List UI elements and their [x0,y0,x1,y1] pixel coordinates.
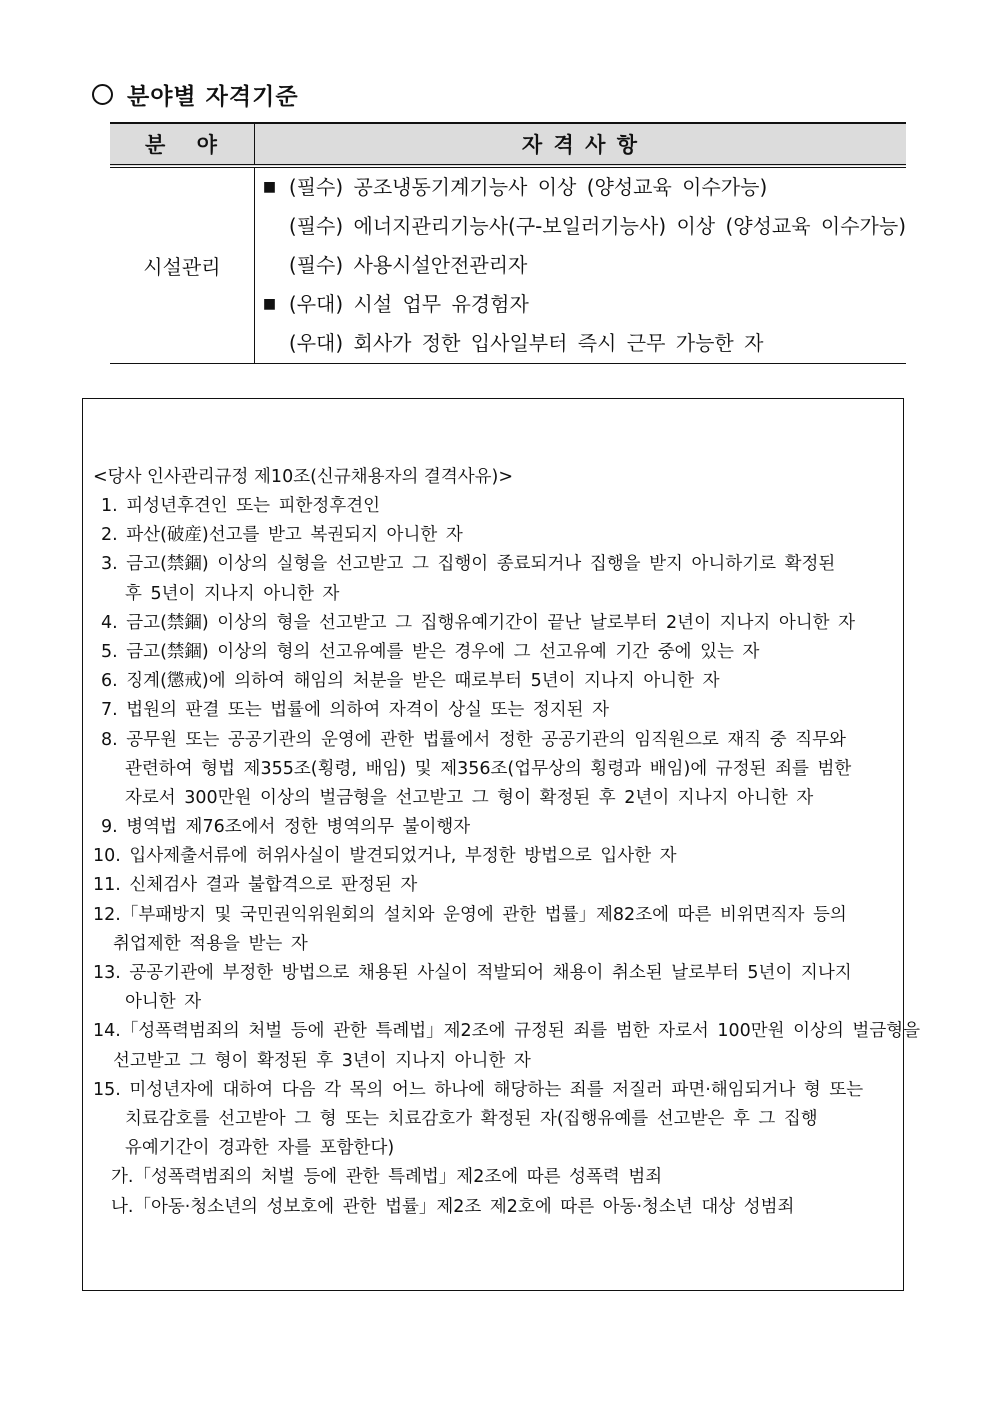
requirement-item: (필수) 사용시설안전관리자 [288,253,528,277]
circle-bullet-icon [92,84,113,105]
field-cell: 시설관리 [110,166,254,364]
rule-line: 15. 미성년자에 대하여 다음 각 목의 어느 하나에 해당하는 죄를 저질러 파면·해임되거나 형 또는 [93,1079,864,1100]
rule-line: 4. 금고(禁錮) 이상의 형을 선고받고 그 집행유예기간이 끝난 날로부터 2년이 지나지 아니한 자 [101,612,856,633]
rules-heading: <당사 인사관리규정 제10조(신규채용자의 결격사유)> [93,467,514,487]
rule-line: 6. 징계(懲戒)에 의하여 해임의 처분을 받은 때로부터 5년이 지나지 아니한 자 [101,671,720,692]
table-header-row [110,123,906,166]
rule-line: 9. 병역법 제76조에서 정한 병역의무 불이행자 [101,817,471,838]
rule-line: 나.「아동·청소년의 성보호에 관한 법률」제2조 제2호에 따른 아동·청소년 대상 성범죄 [111,1196,795,1217]
rule-line: 13. 공공기관에 부정한 방법으로 채용된 사실이 적발되어 채용이 취소된 날로부터 5년이 지나지 [93,963,852,983]
rule-line: 후 5년이 지나지 아니한 자 [125,583,340,604]
section-title [92,78,299,111]
rule-line: 유예기간이 경과한 자를 포함한다) [125,1138,395,1159]
rule-line: 가.「성폭력범죄의 처벌 등에 관한 특례법」제2조에 따른 성폭력 범죄 [111,1167,663,1188]
rule-line: 3. 금고(禁錮) 이상의 실형을 선고받고 그 집행이 종료되거나 집행을 받지 아니하기로 확정된 [101,554,836,575]
header-field: 분 야 [110,123,254,166]
rule-line: 10. 입사제출서류에 허위사실이 발견되었거나, 부정한 방법으로 입사한 자 [93,846,677,867]
section-title-text: 분야별 자격기준 [127,84,299,110]
rule-line: 자로서 300만원 이상의 벌금형을 선고받고 그 형이 확정된 후 2년이 지나지 아니한 자 [125,787,814,808]
rule-line: 8. 공무원 또는 공공기관의 운영에 관한 법률에서 정한 공공기관의 임직원으로 재직 중 직무와 [101,729,846,750]
requirement-item: ■ (필수) 공조냉동기계기능사 이상 (양성교육 이수가능) [263,168,906,207]
rule-line: 11. 신체검사 결과 불합격으로 판정된 자 [93,875,418,896]
rule-line: 5. 금고(禁錮) 이상의 형의 선고유예를 받은 경우에 그 선고유예 기간 중에 있는 자 [101,641,760,662]
header-requirements: 자 격 사 항 [254,123,906,166]
rule-line: 7. 법원의 판결 또는 법률에 의하여 자격이 상실 또는 정지된 자 [101,700,610,721]
qualification-table [110,122,906,364]
requirement-item: ■ (우대) 시설 업무 유경험자 [263,285,906,324]
square-bullet-icon: ■ [262,179,277,195]
rule-line: 아니한 자 [125,992,202,1013]
table-row [110,166,906,364]
rule-line: 취업제한 적용을 받는 자 [113,933,308,954]
rule-line: 14.「성폭력범죄의 처벌 등에 관한 특례법」제2조에 규정된 죄를 범한 자로서 100만원 이상의 벌금형을 [93,1021,921,1042]
rule-line: 관련하여 형법 제355조(횡령, 배임) 및 제356조(업무상의 횡령과 배임)에 규정된 죄를 범한 [125,758,852,779]
requirements-cell [254,166,906,364]
requirement-item: (필수) 에너지관리기능사(구-보일러기능사) 이상 (양성교육 이수가능) [288,214,906,238]
requirement-item: (우대) 회사가 정한 입사일부터 즉시 근무 가능한 자 [288,331,764,355]
rule-line: 치료감호를 선고받아 그 형 또는 치료감호가 확정된 자(집행유예를 선고받은 후 그 집행 [125,1108,818,1129]
rule-line: 2. 파산(破産)선고를 받고 복권되지 아니한 자 [101,525,463,546]
rule-line: 12.「부패방지 및 국민권익위원회의 설치와 운영에 관한 법률」제82조에 따른 비위면직자 등의 [93,904,847,925]
square-bullet-icon: ■ [262,296,277,312]
disqualification-rules-box [82,398,921,1291]
rule-line: 1. 피성년후견인 또는 피한정후견인 [101,496,381,516]
rule-line: 선고받고 그 형이 확정된 후 3년이 지나지 아니한 자 [113,1050,531,1071]
